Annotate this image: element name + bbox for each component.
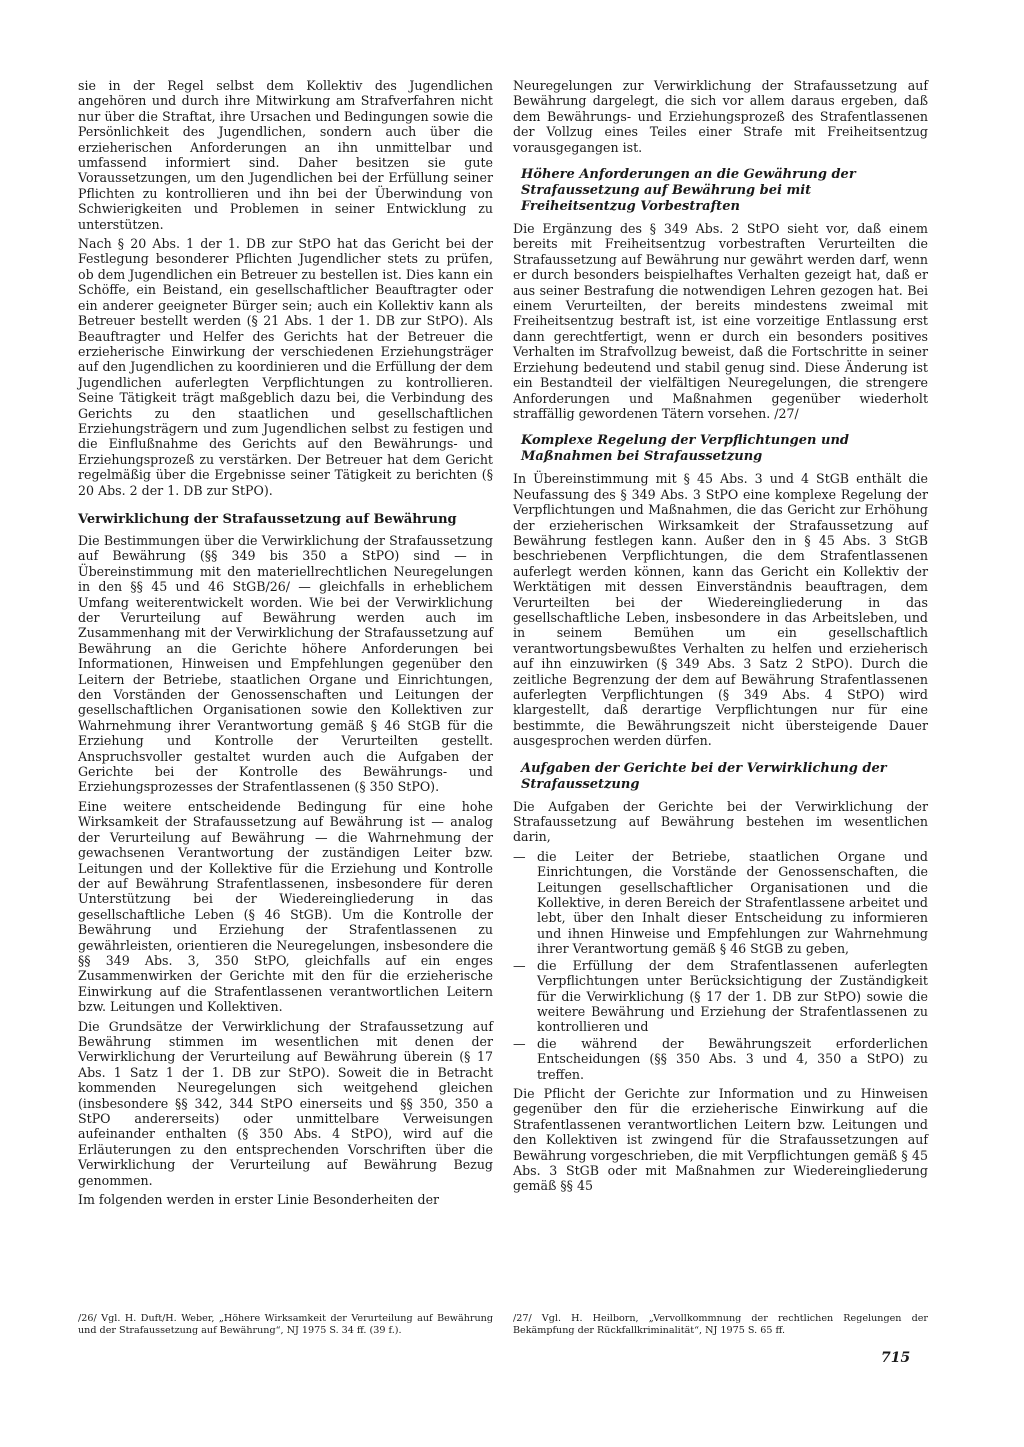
dash-list [513,849,928,1082]
left-column [78,78,493,1211]
subsection-heading: Aufgaben der Gerichte bei der Verwirklichung der Strafaussetzung [521,760,887,792]
list-item [513,958,928,1035]
paragraph: Die Pflicht der Gerichte zur Information und zu Hinweisen gegenüber den für die erzieherische Einwirkung auf die Strafentlassenen verantwortlichen Leitern bzw. Leitungen und den Kollektiven ist zwingend für die Strafaussetzungen auf Bewährung vorgeschrieben, die mit Verpflichtungen gemäß § 45 Abs. 3 StGB oder mit Maßnahmen zur Wiedereingliederung gemäß §§ 45 [513,1085,928,1194]
section-heading: Verwirklichung der Strafaussetzung auf Bewährung [78,511,457,527]
list-item-text: die Erfüllung der dem Strafentlassenen auferlegten Verpflichtungen unter Berücksichtigung der Zuständigkeit für die Verwirklichung (§ 17 der 1. DB zur StPO) sowie die weitere Bewährung und Erziehung der Strafentlassenen zu kontrollieren und [537,957,928,1035]
paragraph: Die Aufgaben der Gerichte bei der Verwirklichung der Strafaussetzung auf Bewährung bestehen im wesentlichen darin, [513,798,928,845]
list-dash: — [513,1035,526,1051]
subsection-heading: Höhere Anforderungen an die Gewährung der Strafaussetzung auf Bewährung bei mit Freiheitsentzug Vorbestraften [521,167,856,215]
paragraph: Die Ergänzung des § 349 Abs. 2 StPO sieht vor, daß einem bereits mit Freiheitsentzug vorbestraften Verurteilten die Strafaussetzung auf Bewährung nur gewährt werden darf, wenn er durch besonders beispielhaftes Verhalten gezeigt hat, daß er aus seiner Bestrafung die notwendigen Lehren gezogen hat. Bei einem Verurteilten, der bereits mindestens zweimal mit Freiheitsentzug bestraft ist, ist eine vorzeitige Entlassung erst dann gerechtfertigt, wenn er durch ein besonders positives Verhalten im Strafvollzug beweist, daß die Fortschritte in seiner Erziehung bedeutend und stabil genug sind. Diese Änderung ist ein Bestandteil der vielfältigen Neuregelungen, die strengere Anforderungen und Maßnahmen gegenüber wiederholt straffällig gewordenen Tätern vorsehen. /27/ [513,221,928,421]
list-item [513,849,928,957]
footnote-27: /27/ Vgl. H. Heilborn, „Vervollkommnung der rechtlichen Regelungen der Bekämpfung der Rückfallkriminalität“, NJ 1975 S. 65 ff. [513,1313,928,1336]
list-item-text: die Leiter der Betriebe, staatlichen Organe und Einrichtungen, die Vorstände der Genossenschaften, die Leitungen gesellschaftlicher Organisationen und die Kollektive, in deren Bereich der Strafentlassene arbeitet und lebt, über den Inhalt dieser Entscheidung zu informieren und ihnen Hinweise und Empfehlungen zur Wahrnehmung ihrer Verantwortung gemäß § 46 StGB zu geben, [537,848,928,957]
subsection-heading: Komplexe Regelung der Verpflichtungen und Maßnahmen bei Strafaussetzung [521,433,850,465]
paragraph: sie in der Regel selbst dem Kollektiv des Jugendlichen angehören und durch ihre Mitwirkung am Strafverfahren nicht nur über die Straftat, ihre Ursachen und Bedingungen sowie die Persönlichkeit des Jugendlichen, sondern auch über die erzieherischen Anforderungen an ihn unmittelbar und umfassend informiert sind. Daher besitzen sie gute Voraussetzungen, um den Jugendlichen bei der Erfüllung seiner Pflichten zu kontrollieren und ihn bei der Überwindung von Schwierigkeiten und Problemen in seiner Entwicklung zu unterstützen. [78,78,493,232]
list-dash: — [513,957,526,973]
page-number: 715 [881,1350,911,1366]
paragraph: Neuregelungen zur Verwirklichung der Strafaussetzung auf Bewährung dargelegt, die sich vor allem daraus ergeben, daß dem Bewährungs- und Erziehungsprozeß des Strafentlassenen der Vollzug eines Teiles einer Strafe mit Freiheitsentzug vorausgegangen ist. [513,78,928,155]
paragraph: Die Grundsätze der Verwirklichung der Strafaussetzung auf Bewährung stimmen im wesentlichen mit denen der Verwirklichung der Verurteilung auf Bewährung überein (§ 17 Abs. 1 Satz 1 der 1. DB zur StPO). Soweit die in Betracht kommenden Neuregelungen sich weitgehend gleichen (insbesondere §§ 342, 344 StPO einerseits und §§ 350, 350 a StPO andererseits) oder unmittelbare Verweisungen aufeinander enthalten (§ 350 Abs. 4 StPO), wird auf die Erläuterungen zu den entsprechenden Vorschriften über die Verwirklichung der Verurteilung auf Bewährung Bezug genommen. [78,1018,493,1188]
list-item-text: die während der Bewährungszeit erforderlichen Entscheidungen (§§ 350 Abs. 3 und 4, 350 a StPO) zu treffen. [537,1035,928,1082]
list-item [513,1036,928,1082]
paragraph: In Übereinstimmung mit § 45 Abs. 3 und 4 StGB enthält die Neufassung des § 349 Abs. 3 StPO eine komplexe Regelung der Verpflichtungen und Maßnahmen, die das Gericht zur Erhöhung der erzieherischen Wirksamkeit der Strafaussetzung auf Bewährung festlegen kann. Außer den in § 45 Abs. 3 StGB beschriebenen Verpflichtungen, die dem Strafentlassenen auferlegt werden können, kann das Gericht ein Kollektiv der Werktätigen mit dessen Einverständnis beauftragen, dem Verurteilten bei der Wiedereingliederung in das gesellschaftliche Leben, insbesondere in das Arbeitsleben, und in seinem Bemühen um ein gesellschaftlich verantwortungsbewußtes Verhalten zu helfen und erzieherisch auf ihn einzuwirken (§ 349 Abs. 3 Satz 2 StPO). Durch die zeitliche Begrenzung der dem auf Bewährung Strafentlassenen auferlegten Verpflichtungen (§ 349 Abs. 4 StPO) wird klargestellt, daß derartige Verpflichtungen nur für eine bestimmte, die Bewährungszeit nicht übersteigende Dauer ausgesprochen werden dürfen. [513,471,928,749]
paragraph: Im folgenden werden in erster Linie Besonderheiten der [78,1192,440,1208]
paragraph: Die Bestimmungen über die Verwirklichung der Strafaussetzung auf Bewährung (§§ 349 bis 350 a StPO) sind — in Übereinstimmung mit den materiellrechtlichen Neuregelungen in den §§ 45 und 46 StGB/26/ — gleichfalls in erheblichem Umfang weiterentwickelt worden. Wie bei der Verwirklichung der Verurteilung auf Bewährung werden auch im Zusammenhang mit der Verwirklichung der Strafaussetzung auf Bewährung an die Gerichte höhere Anforderungen bei Informationen, Hinweisen und Empfehlungen gegenüber den Leitern der Betriebe, staatlichen Organe und Einrichtungen, den Vorständen der Genossenschaften und Leitungen der gesellschaftlichen Organisationen sowie den Kollektiven zur Wahrnehmung ihrer Verantwortung gemäß § 46 StGB für die Erziehung und Kontrolle der Verurteilten gestellt. Anspruchsvoller gestaltet wurden auch die Aufgaben der Gerichte bei der Kontrolle des Bewährungs- und Erziehungsprozesses der Strafentlassenen (§ 350 StPO). [78,532,493,795]
right-column [513,78,928,1198]
paragraph: Eine weitere entscheidende Bedingung für eine hohe Wirksamkeit der Strafaussetzung auf Bewährung ist — analog der Verurteilung auf Bewährung — die Wahrnehmung der gewachsenen Verantwortung der zuständigen Leiter bzw. Leitungen und der Kollektive für die Erziehung und Kontrolle der auf Bewährung Strafentlassenen, insbesondere für deren Unterstützung bei der Wiedereingliederung in das gesellschaftliche Leben (§ 46 StGB). Um die Kontrolle der Bewährung und Erziehung der Strafentlassenen zu gewährleisten, orientieren die Neuregelungen, insbesondere die §§ 349 Abs. 3, 350 StPO, gleichfalls auf ein enges Zusammenwirken der Gerichte mit den für die erzieherische Einwirkung auf die Strafentlassenen verantwortlichen Leitern bzw. Leitungen und Kollektiven. [78,798,493,1015]
list-dash: — [513,848,526,864]
footnote-26: /26/ Vgl. H. Duft/H. Weber, „Höhere Wirksamkeit der Verurteilung auf Bewährung und der Strafaussetzung auf Bewährung“, NJ 1975 S. 34 ff. (39 f.). [78,1313,493,1336]
paragraph: Nach § 20 Abs. 1 der 1. DB zur StPO hat das Gericht bei der Festlegung besonderer Pflichten Jugendlicher stets zu prüfen, ob dem Jugendlichen ein Betreuer zu bestellen ist. Dies kann ein Schöffe, ein Beistand, ein gesellschaftlicher Beauftragter oder ein anderer geeigneter Bürger sein; auch ein Kollektiv kann als Betreuer bestellt werden (§ 21 Abs. 1 der 1. DB zur StPO). Als Beauftragter und Helfer des Gerichts hat der Betreuer die erzieherische Einwirkung der verschiedenen Erziehungsträger auf den Jugendlichen zu koordinieren und die Erfüllung der dem Jugendlichen auferlegten Verpflichtungen zu kontrollieren. Seine Tätigkeit trägt maßgeblich dazu bei, die Verbindung des Gerichts zu den staatlichen und gesellschaftlichen Erziehungsträgern und zum Jugendlichen selbst zu festigen und die Einflußnahme des Gerichts auf den Bewährungs- und Erziehungsprozeß zu verstärken. Der Betreuer hat dem Gericht regelmäßig über die Ergebnisse seiner Tätigkeit zu berichten (§ 20 Abs. 2 der 1. DB zur StPO). [78,236,493,498]
